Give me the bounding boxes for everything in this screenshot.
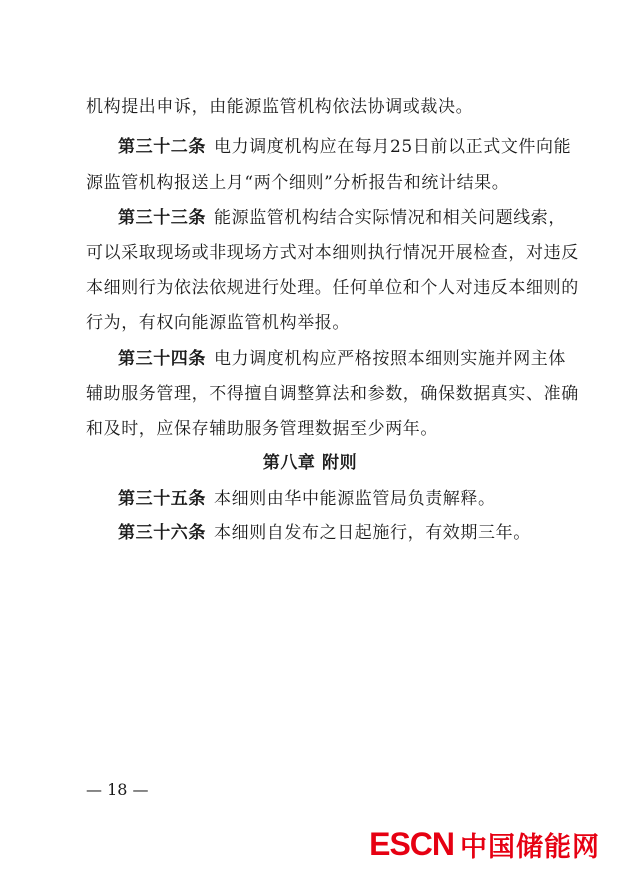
line-text: 本细则由华中能源监管局负责解释。 (214, 489, 496, 509)
text-line (86, 242, 579, 264)
escn-watermark-logo (369, 826, 600, 862)
line-text: 本细则自发布之日起施行，有效期三年。 (214, 523, 531, 543)
line-text: 电力调度机构应在每月25日前以正式文件向能 (214, 137, 572, 157)
article-number: 第三十四条 (118, 349, 206, 369)
article-number: 第三十三条 (118, 208, 206, 228)
article-33-line (118, 207, 566, 229)
line-text: 行为，有权向能源监管机构举报。 (86, 313, 350, 333)
line-text: 电力调度机构应严格按照本细则实施并网主体 (214, 349, 566, 369)
line-text: 和及时，应保存辅助服务管理数据至少两年。 (86, 419, 438, 439)
heading-text: 第八章 附则 (262, 453, 358, 473)
text-line (86, 312, 556, 334)
line-text: 源监管机构报送上月“两个细则”分析报告和统计结果。 (86, 173, 510, 193)
article-number: 第三十六条 (118, 523, 206, 543)
article-34-line (118, 348, 566, 370)
page-number: — 18 — (86, 780, 149, 799)
line-text: 辅助服务管理，不得擅自调整算法和参数，确保数据真实、准确 (86, 384, 579, 404)
watermark-chinese: 中国储能网 (460, 831, 600, 863)
line-text: 能源监管机构结合实际情况和相关问题线索， (214, 208, 566, 228)
line-text: 可以采取现场或非现场方式对本细则执行情况开展检查，对违反 (86, 243, 579, 263)
line-text: 本细则行为依法依规进行处理。任何单位和个人对违反本细则的 (86, 278, 579, 298)
chapter-heading (0, 452, 620, 474)
watermark-latin: ESCN (369, 825, 454, 862)
text-line (86, 96, 556, 118)
article-number: 第三十五条 (118, 489, 206, 509)
line-text: 机构提出申诉，由能源监管机构依法协调或裁决。 (86, 97, 474, 117)
article-32-line (118, 136, 572, 158)
text-line (86, 172, 556, 194)
text-line (86, 383, 579, 405)
article-36-line (118, 522, 556, 544)
article-number: 第三十二条 (118, 137, 206, 157)
text-line (86, 277, 579, 299)
text-line (86, 418, 556, 440)
article-35-line (118, 488, 556, 510)
